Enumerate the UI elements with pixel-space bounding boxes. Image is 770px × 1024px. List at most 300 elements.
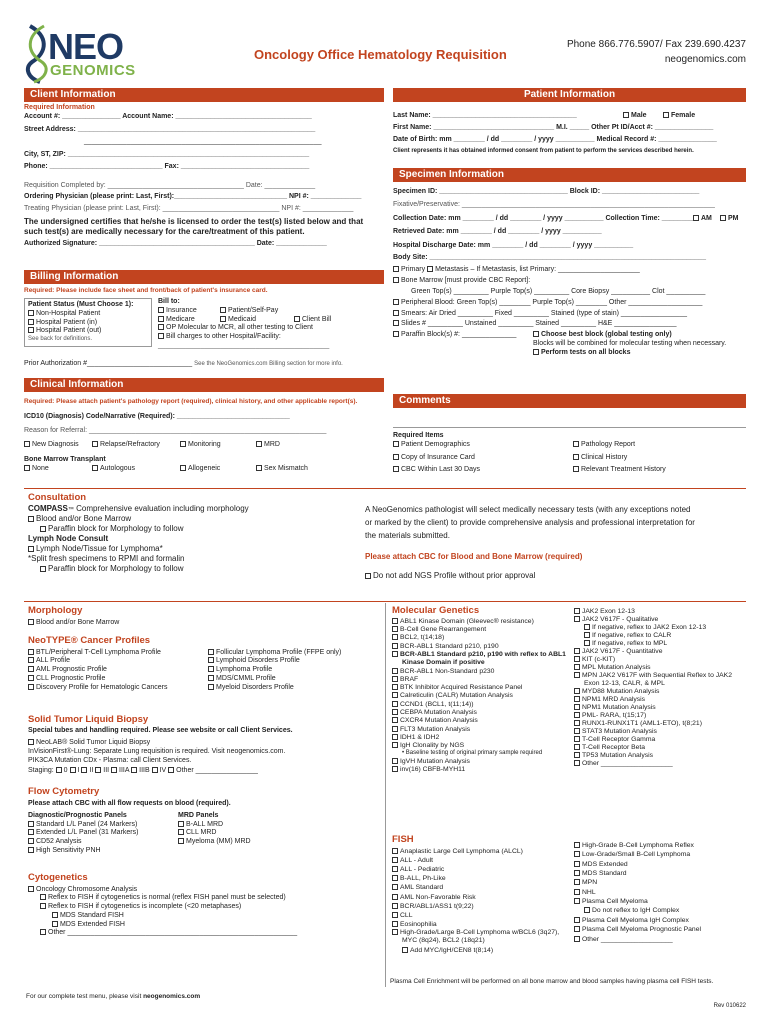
mol-braf[interactable]: BRAF: [392, 676, 574, 684]
checkbox-icon[interactable]: [663, 112, 669, 118]
mol-bcr-abl1-nonstd[interactable]: BCR-ABL1 Non-Standard p230: [392, 668, 574, 676]
checkbox-icon[interactable]: [393, 266, 399, 272]
checkbox-icon[interactable]: [392, 758, 398, 764]
diag-panels-title: Diagnostic/Prognostic Panels: [28, 811, 127, 819]
checkbox-icon[interactable]: [584, 632, 590, 638]
website: neogenomics.com: [664, 53, 746, 65]
checkbox-icon[interactable]: [40, 929, 46, 935]
bmt-allogeneic[interactable]: Allogeneic: [180, 465, 220, 474]
checkbox-icon[interactable]: [392, 875, 398, 881]
bill-other-hospital[interactable]: Bill charges to other Hospital/Facility:: [158, 333, 384, 342]
checkbox-icon[interactable]: [574, 736, 580, 742]
prior-authorization[interactable]: Prior Authorization #___________________________: [24, 360, 193, 368]
fish-pcm-igh[interactable]: Plasma Cell Myeloma IgH Complex: [574, 916, 746, 925]
checkbox-icon[interactable]: [28, 649, 34, 655]
checkbox-icon[interactable]: [40, 903, 46, 909]
bmt-none[interactable]: None: [24, 465, 49, 472]
mol-reflex-jak2[interactable]: If negative, reflex to JAK2 Exon 12-13: [574, 624, 746, 632]
checkbox-icon[interactable]: [573, 441, 579, 447]
sex-female[interactable]: Female: [663, 112, 695, 121]
flow-standard[interactable]: Standard L/L Panel (24 Markers): [28, 821, 138, 830]
checkbox-icon[interactable]: [623, 112, 629, 118]
cyto-mds-standard[interactable]: MDS Standard FISH: [28, 912, 380, 921]
time-pm[interactable]: PM: [720, 215, 739, 224]
mol-tcr-gamma[interactable]: T-Cell Receptor Gamma: [574, 736, 746, 744]
fish-nhl[interactable]: NHL: [574, 888, 746, 897]
checkbox-icon[interactable]: [52, 912, 58, 918]
street-field[interactable]: Street Address: _____________________________________________________________: [24, 125, 316, 133]
checkbox-icon[interactable]: [392, 634, 398, 640]
checkbox-icon[interactable]: [574, 842, 580, 848]
mol-tp53[interactable]: TP53 Mutation Analysis: [574, 752, 746, 760]
treating-physician[interactable]: Treating Physician (please print: Last, First): ______________________________ NPI #: _____________: [24, 205, 354, 212]
fish-mds-standard[interactable]: MDS Standard: [574, 869, 746, 878]
checkbox-icon[interactable]: [574, 760, 580, 766]
phone-field[interactable]: Phone: _____________________________ Fax: _________________________________: [24, 162, 310, 170]
mol-jak2-quant[interactable]: JAK2 V617F - Quantitative: [574, 648, 746, 656]
checkbox-icon[interactable]: [158, 307, 164, 313]
checkbox-icon[interactable]: [392, 929, 398, 935]
mol-bcell[interactable]: B-Cell Gene Rearrangement: [392, 626, 574, 634]
morph-blood-bm[interactable]: Blood and/or Bone Marrow: [28, 619, 380, 628]
checkbox-icon[interactable]: [392, 651, 398, 657]
checkbox-icon[interactable]: [220, 316, 226, 322]
phone-fax: Phone 866.776.5907/ Fax 239.690.4237: [566, 39, 746, 50]
checkbox-icon[interactable]: [392, 676, 398, 682]
checkbox-icon[interactable]: [95, 767, 101, 773]
comments-field[interactable]: [393, 408, 746, 428]
checkbox-icon[interactable]: [40, 894, 46, 900]
checkbox-icon[interactable]: [574, 728, 580, 734]
checkbox-icon[interactable]: [208, 666, 214, 672]
slides-option[interactable]: Slides # _________ Unstained _________ Stained _________ H&E ________________: [393, 320, 746, 329]
checkbox-icon[interactable]: [393, 320, 399, 326]
specimen-id-field[interactable]: Specimen ID: _________________________________ Block ID: _________________________: [393, 188, 700, 195]
mol-idh[interactable]: IDH1 & IDH2: [392, 734, 574, 742]
item-insurance[interactable]: Copy of Insurance Card: [393, 454, 475, 461]
checkbox-icon[interactable]: [574, 696, 580, 702]
mol-jak2-qual[interactable]: JAK2 V617F - Qualitative: [574, 616, 746, 624]
checkbox-icon[interactable]: [574, 648, 580, 654]
checkbox-icon[interactable]: [392, 894, 398, 900]
checkbox-icon[interactable]: [294, 316, 300, 322]
bone-marrow-option[interactable]: Bone Marrow [must provide CBC Report]:: [393, 277, 746, 286]
mol-cebpa[interactable]: CEBPA Mutation Analysis: [392, 709, 574, 717]
best-block-option[interactable]: Choose best block (global testing only): [533, 331, 672, 340]
checkbox-icon[interactable]: [208, 684, 214, 690]
checkbox-icon[interactable]: [28, 739, 34, 745]
city-field[interactable]: City, ST, ZIP: ______________________________________________________________: [24, 151, 310, 158]
morphology-title: Morphology: [28, 605, 83, 616]
checkbox-icon[interactable]: [574, 720, 580, 726]
checkbox-icon[interactable]: [393, 331, 399, 337]
neotype-all[interactable]: ALL Profile: [28, 657, 168, 666]
checkbox-icon[interactable]: [392, 884, 398, 890]
checkbox-icon[interactable]: [28, 675, 34, 681]
checkbox-icon[interactable]: [402, 947, 408, 953]
mol-npm1-mrd[interactable]: NPM1 MRD Analysis: [574, 696, 746, 704]
checkbox-icon[interactable]: [574, 664, 580, 670]
authorized-signature[interactable]: Authorized Signature: ________________________________________ Date: _____________: [24, 239, 327, 247]
checkbox-icon[interactable]: [392, 618, 398, 624]
mol-igvh[interactable]: IgVH Mutation Analysis: [392, 758, 574, 766]
mol-btk[interactable]: BTK Inhibitor Acquired Resistance Panel: [392, 684, 574, 692]
checkbox-icon[interactable]: [392, 626, 398, 632]
fish-bcr-abl1[interactable]: BCR/ABL1/ASS1 t(9;22): [392, 902, 574, 911]
checkbox-icon[interactable]: [180, 441, 186, 447]
cyto-reflex-incomplete[interactable]: Reflex to FISH if cytogenetics is incomplete (<20 metaphases): [28, 903, 380, 912]
checkbox-icon[interactable]: [28, 886, 34, 892]
checkbox-icon[interactable]: [52, 921, 58, 927]
lower-left: [28, 605, 380, 938]
checkbox-icon[interactable]: [158, 333, 164, 339]
checkbox-icon[interactable]: [392, 668, 398, 674]
bill-to-box: Bill to: Insurance Patient/Self-Pay Medicare Medicaid Client Bill OP Molecular to MCR, all other testing to Client Bill charges to other Hospital/Facility: ____________________________________________: [158, 298, 384, 351]
checkbox-icon[interactable]: [392, 643, 398, 649]
checkbox-icon[interactable]: [158, 316, 164, 322]
footer-link[interactable]: neogenomics.com: [143, 993, 201, 1000]
checkbox-icon[interactable]: [533, 349, 539, 355]
checkbox-icon[interactable]: [392, 766, 398, 772]
checkbox-icon[interactable]: [24, 441, 30, 447]
checkbox-icon[interactable]: [178, 821, 184, 827]
checkbox-icon[interactable]: [573, 454, 579, 460]
checkbox-icon[interactable]: [574, 870, 580, 876]
checkbox-icon[interactable]: [392, 903, 398, 909]
checkbox-icon[interactable]: [28, 829, 34, 835]
sex-male[interactable]: Male: [623, 112, 647, 121]
checkbox-icon[interactable]: [393, 277, 399, 283]
checkbox-icon[interactable]: [28, 838, 34, 844]
reason-new-diagnosis[interactable]: New Diagnosis: [24, 441, 79, 448]
bill-medicare[interactable]: Medicare: [158, 316, 195, 323]
checkbox-icon[interactable]: [584, 624, 590, 630]
reason-monitoring[interactable]: Monitoring: [180, 441, 221, 450]
flow-cd52[interactable]: CD52 Analysis: [28, 838, 138, 847]
checkbox-icon[interactable]: [28, 619, 34, 625]
checkbox-icon[interactable]: [152, 767, 158, 773]
peripheral-blood-option[interactable]: Peripheral Blood: Green Top(s) ________ Purple Top(s) ________ Other ___________________: [393, 299, 746, 308]
mol-calr[interactable]: Calreticulin (CALR) Mutation Analysis: [392, 692, 574, 700]
checkbox-icon[interactable]: [40, 566, 46, 572]
cyto-other[interactable]: Other ___________________________________________________________: [28, 929, 380, 938]
flow-pnh[interactable]: High Sensitivity PNH: [28, 847, 138, 856]
consult-paraffin[interactable]: Paraffin block for Morphology to follow: [28, 524, 358, 534]
checkbox-icon[interactable]: [180, 465, 186, 471]
cyto-title: Cytogenetics: [28, 871, 88, 883]
site-metastasis[interactable]: Metastasis – If Metastasis, list Primary: _____________________: [427, 266, 640, 273]
neotype-cll[interactable]: CLL Prognostic Profile: [28, 675, 168, 684]
mol-mpl[interactable]: MPL Mutation Analysis: [574, 664, 746, 672]
item-cbc[interactable]: CBC Within Last 30 Days: [393, 466, 480, 473]
checkbox-icon[interactable]: [393, 466, 399, 472]
lymph-paraffin[interactable]: Paraffin block for Morphology to follow: [28, 564, 358, 574]
mol-inv16[interactable]: inv(16) CBFB-MYH11: [392, 766, 574, 774]
checkbox-icon[interactable]: [28, 684, 34, 690]
mol-bcr-abl1-reflex[interactable]: BCR-ABL1 Standard p210, p190 with reflex to ABL1 Kinase Domain if positive: [392, 651, 574, 668]
fish-ball[interactable]: B-ALL, Ph-Like: [392, 874, 574, 883]
mol-tcr-beta[interactable]: T-Cell Receptor Beta: [574, 744, 746, 752]
checkbox-icon[interactable]: [574, 672, 580, 678]
fish-pcm-prognostic[interactable]: Plasma Cell Myeloma Prognostic Panel: [574, 925, 746, 934]
neotype-follicular[interactable]: Follicular Lymphoma Profile (FFPE only): [208, 649, 341, 658]
checkbox-icon[interactable]: [584, 907, 590, 913]
mol-reflex-mpl[interactable]: If negative, reflex to MPL: [574, 640, 746, 648]
mol-pml-rara[interactable]: PML- RARA, t(15;17): [574, 712, 746, 720]
mol-npm1[interactable]: NPM1 Mutation Analysis: [574, 704, 746, 712]
status-hospital-out[interactable]: Hospital Patient (out): [28, 327, 148, 336]
checkbox-icon[interactable]: [28, 546, 34, 552]
checkbox-icon[interactable]: [40, 526, 46, 532]
last-name-field[interactable]: Last Name: _____________________________________: [393, 112, 577, 119]
item-clinical-history[interactable]: Clinical History: [573, 454, 627, 463]
checkbox-icon[interactable]: [573, 466, 579, 472]
fish-other[interactable]: Other ___________________: [574, 935, 746, 944]
mol-kit[interactable]: KIT (c-KIT): [574, 656, 746, 664]
checkbox-icon[interactable]: [158, 324, 164, 330]
fish-low-grade[interactable]: Low-Grade/Small B-Cell Lymphoma: [574, 850, 746, 859]
fish-eosinophilia[interactable]: Eosinophilia: [392, 920, 574, 929]
site-primary[interactable]: Primary: [393, 266, 425, 273]
checkbox-icon[interactable]: [28, 847, 34, 853]
checkbox-icon[interactable]: [28, 319, 34, 325]
mol-mpn-reflex[interactable]: MPN JAK2 V617F with Sequential Reflex to JAK2 Exon 12-13, CALR, & MPL: [574, 672, 746, 688]
checkbox-icon[interactable]: [574, 616, 580, 622]
discharge-date-field[interactable]: Hospital Discharge Date: mm ________ / dd ________ / yyyy __________: [393, 242, 634, 249]
checkbox-icon[interactable]: [574, 926, 580, 932]
checkbox-icon[interactable]: [574, 889, 580, 895]
checkbox-icon[interactable]: [28, 310, 34, 316]
checkbox-icon[interactable]: [28, 327, 34, 333]
neolab-option[interactable]: NeoLAB® Solid Tumor Liquid Biopsy: [28, 739, 380, 748]
mol-bcl2[interactable]: BCL2, t(14;18): [392, 634, 574, 642]
bmt-sex-mismatch[interactable]: Sex Mismatch: [256, 465, 308, 474]
paraffin-option[interactable]: Paraffin Block(s) #: ______________: [393, 331, 516, 338]
stage-iiib[interactable]: IIIB: [131, 767, 150, 774]
bmt-autologous[interactable]: Autologous: [92, 465, 135, 474]
flow-extended[interactable]: Extended L/L Panel (31 Markers): [28, 829, 138, 838]
mol-flt3[interactable]: FLT3 Mutation Analysis: [392, 726, 574, 734]
checkbox-icon[interactable]: [392, 857, 398, 863]
mol-ccnd1[interactable]: CCND1 (BCL1, t(11;14)): [392, 701, 574, 709]
neotype-mds[interactable]: MDS/CMML Profile: [208, 675, 341, 684]
checkbox-icon[interactable]: [208, 657, 214, 663]
flow-ball-mrd[interactable]: B-ALL MRD: [178, 821, 251, 830]
checkbox-icon[interactable]: [168, 767, 174, 773]
checkbox-icon[interactable]: [393, 299, 399, 305]
perform-all-option[interactable]: Perform tests on all blocks: [393, 349, 746, 358]
mol-abl1[interactable]: ABL1 Kinase Domain (Gleevec® resistance): [392, 618, 574, 626]
neotype-discovery[interactable]: Discovery Profile for Hematologic Cancers: [28, 684, 168, 693]
checkbox-icon[interactable]: [392, 734, 398, 740]
reason-field[interactable]: Reason for Referral: _____________________________________________________________: [24, 426, 327, 434]
checkbox-icon[interactable]: [256, 441, 262, 447]
checkbox-icon[interactable]: [392, 701, 398, 707]
checkbox-icon[interactable]: [28, 821, 34, 827]
checkbox-icon[interactable]: [574, 688, 580, 694]
mol-cxcr4[interactable]: CXCR4 Mutation Analysis: [392, 717, 574, 725]
fixative-field[interactable]: Fixative/Preservative: _________________________________________________________________: [393, 200, 715, 208]
consult-blood-bm[interactable]: Blood and/or Bone Marrow: [28, 514, 358, 524]
reason-relapse[interactable]: Relapse/Refractory: [92, 441, 160, 450]
fish-high-grade[interactable]: High-Grade/Large B-Cell Lymphoma w/BCL6 (3q27), MYC (8q24), BCL2 (18q21): [392, 929, 574, 945]
checkbox-icon[interactable]: [392, 912, 398, 918]
checkbox-icon[interactable]: [392, 726, 398, 732]
checkbox-icon[interactable]: [574, 898, 580, 904]
bill-insurance[interactable]: Insurance: [158, 307, 197, 314]
fish-add-myc[interactable]: Add MYC/IgH/CEN8 t(8;14): [392, 946, 574, 955]
checkbox-icon[interactable]: [178, 838, 184, 844]
checkbox-icon[interactable]: [365, 573, 371, 579]
icd10-field[interactable]: ICD10 (Diagnosis) Code/Narrative (Required): _____________________________: [24, 413, 290, 421]
checkbox-icon[interactable]: [178, 829, 184, 835]
item-demographics[interactable]: Patient Demographics: [393, 441, 470, 448]
checkbox-icon[interactable]: [574, 712, 580, 718]
checkbox-icon[interactable]: [392, 709, 398, 715]
collection-date-field[interactable]: Collection Date: mm ________ / dd ________ / yyyy __________ Collection Time: _________: [393, 214, 697, 222]
retrieved-date-field[interactable]: Retrieved Date: mm ________ / dd ________ / yyyy __________: [393, 228, 602, 236]
checkbox-icon[interactable]: [574, 917, 580, 923]
fish-cll[interactable]: CLL: [392, 911, 574, 920]
reason-mrd[interactable]: MRD: [256, 441, 280, 450]
stage-ii[interactable]: II: [81, 767, 93, 774]
item-pathology[interactable]: Pathology Report: [573, 441, 635, 450]
checkbox-icon[interactable]: [392, 866, 398, 872]
stage-i[interactable]: I: [70, 767, 80, 774]
neotype-lymphoid[interactable]: Lymphoid Disorders Profile: [208, 657, 341, 666]
checkbox-icon[interactable]: [574, 608, 580, 614]
checkbox-icon[interactable]: [574, 752, 580, 758]
bill-client[interactable]: Client Bill: [294, 316, 331, 325]
flow-mm-mrd[interactable]: Myeloma (MM) MRD: [178, 838, 251, 847]
bill-op-molecular[interactable]: OP Molecular to MCR, all other testing to Client: [158, 324, 384, 333]
status-hospital-in[interactable]: Hospital Patient (in): [28, 319, 148, 328]
checkbox-icon[interactable]: [574, 744, 580, 750]
mol-reflex-calr[interactable]: If negative, reflex to CALR: [574, 632, 746, 640]
checkbox-icon[interactable]: [574, 936, 580, 942]
status-non-hospital[interactable]: Non-Hospital Patient: [28, 310, 148, 319]
checkbox-icon[interactable]: [693, 215, 699, 221]
checkbox-icon[interactable]: [111, 767, 117, 773]
fish-mpn[interactable]: MPN: [574, 878, 746, 887]
neotype-aml[interactable]: AML Prognostic Profile: [28, 666, 168, 675]
time-am[interactable]: AM: [693, 215, 712, 224]
checkbox-icon[interactable]: [393, 441, 399, 447]
lymph-node-tissue[interactable]: Lymph Node/Tissue for Lymphoma*: [28, 544, 358, 554]
stage-0[interactable]: 0: [56, 767, 68, 774]
mol-jak2-exon[interactable]: JAK2 Exon 12-13: [574, 608, 746, 616]
checkbox-icon[interactable]: [56, 767, 62, 773]
neotype-myeloid[interactable]: Myeloid Disorders Profile: [208, 684, 341, 693]
stage-other[interactable]: Other ________________: [168, 767, 258, 774]
checkbox-icon[interactable]: [533, 331, 539, 337]
checkbox-icon[interactable]: [92, 465, 98, 471]
cyto-mds-extended[interactable]: MDS Extended FISH: [28, 921, 380, 930]
checkbox-icon[interactable]: [574, 879, 580, 885]
bill-medicaid[interactable]: Medicaid: [220, 316, 256, 325]
fish-pcm[interactable]: Plasma Cell Myeloma: [574, 897, 746, 906]
checkbox-icon[interactable]: [70, 767, 76, 773]
checkbox-icon[interactable]: [392, 717, 398, 723]
checkbox-icon[interactable]: [392, 848, 398, 854]
checkbox-icon[interactable]: [393, 454, 399, 460]
ordering-physician[interactable]: Ordering Physician (please print: Last, First):_____________________________ NPI #: _____________: [24, 193, 362, 201]
requisition-completed[interactable]: Requisition Completed by: ___________________________________ Date: _____________: [24, 181, 316, 189]
bill-self-pay[interactable]: Patient/Self-Pay: [220, 307, 278, 316]
fish-no-reflex-igh[interactable]: Do not reflex to IgH Complex: [574, 906, 746, 915]
neotype-btl[interactable]: BTL/Peripheral T-Cell Lymphoma Profile: [28, 649, 168, 658]
account-field[interactable]: Account #: _______________ Account Name: ___________________________________: [24, 112, 312, 120]
smears-option[interactable]: Smears: Air Dried _________ Fixed _________ Stained (type of stain) _________________: [393, 310, 746, 319]
fish-hgbcl-reflex[interactable]: High-Grade B-Cell Lymphoma Reflex: [574, 841, 746, 850]
checkbox-icon[interactable]: [256, 465, 262, 471]
checkbox-icon[interactable]: [574, 656, 580, 662]
bill-to-title: Bill to:: [158, 298, 180, 306]
neotype-lymphoma[interactable]: Lymphoma Profile: [208, 666, 341, 675]
checkbox-icon[interactable]: [427, 266, 433, 272]
checkbox-icon[interactable]: [574, 851, 580, 857]
checkbox-icon[interactable]: [28, 657, 34, 663]
mol-stat3[interactable]: STAT3 Mutation Analysis: [574, 728, 746, 736]
item-treatment[interactable]: Relevant Treatment History: [573, 466, 666, 475]
mol-other[interactable]: Other ___________________: [574, 760, 746, 768]
checkbox-icon[interactable]: [220, 307, 226, 313]
checkbox-icon[interactable]: [392, 921, 398, 927]
checkbox-icon[interactable]: [584, 640, 590, 646]
stage-iv[interactable]: IV: [152, 767, 167, 774]
fish-aml-standard[interactable]: AML Standard: [392, 883, 574, 892]
body-site-field[interactable]: Body Site: _______________________________________________________________________: [393, 253, 706, 261]
checkbox-icon[interactable]: [720, 215, 726, 221]
checkbox-icon[interactable]: [208, 649, 214, 655]
checkbox-icon[interactable]: [81, 767, 87, 773]
mol-runx1[interactable]: RUNX1-RUNX1T1 (AML1-ETO), t(8;21): [574, 720, 746, 728]
fish-mds-extended[interactable]: MDS Extended: [574, 860, 746, 869]
fish-aml-nonfav[interactable]: AML Non-Favorable Risk: [392, 893, 574, 902]
checkbox-icon[interactable]: [393, 310, 399, 316]
mol-igh[interactable]: IgH Clonality by NGS: [392, 742, 574, 750]
fish-all-adult[interactable]: ALL - Adult: [392, 856, 574, 865]
dob-field[interactable]: Date of Birth: mm ________ / dd ________ / yyyy __________ Medical Record #: _______________: [393, 135, 717, 143]
mol-bcr-abl1[interactable]: BCR-ABL1 Standard p210, p190: [392, 643, 574, 651]
first-name-field[interactable]: First Name: _______________________________ M.I. _____ Other Pt ID/Acct #: _______________: [393, 123, 714, 131]
checkbox-icon[interactable]: [208, 675, 214, 681]
street-field-2[interactable]: _____________________________________________________________: [84, 138, 322, 146]
stage-iiia[interactable]: IIIA: [111, 767, 129, 774]
billing-bar: Billing Information: [24, 270, 384, 284]
checkbox-icon[interactable]: [131, 767, 137, 773]
cyto-reflex-normal[interactable]: Reflex to FISH if cytogenetics is normal (reflex FISH panel must be selected): [28, 894, 380, 903]
checkbox-icon[interactable]: [574, 861, 580, 867]
checkbox-icon[interactable]: [574, 704, 580, 710]
flow-cll-mrd[interactable]: CLL MRD: [178, 829, 251, 838]
checkbox-icon[interactable]: [92, 441, 98, 447]
checkbox-icon[interactable]: [392, 692, 398, 698]
checkbox-icon[interactable]: [392, 684, 398, 690]
checkbox-icon[interactable]: [28, 666, 34, 672]
cyto-chromosome[interactable]: Oncology Chromosome Analysis: [28, 886, 380, 895]
bm-tubes-field[interactable]: Green Top(s) _________ Purple Top(s) _________ Core Biopsy __________ Clot __________: [411, 288, 706, 295]
no-ngs-option[interactable]: Do not add NGS Profile without prior approval: [365, 571, 535, 581]
fish-all-pediatric[interactable]: ALL - Pediatric: [392, 865, 574, 874]
checkbox-icon[interactable]: [392, 742, 398, 748]
stage-iii[interactable]: III: [95, 767, 109, 774]
checkbox-icon[interactable]: [24, 465, 30, 471]
checkbox-icon[interactable]: [28, 516, 34, 522]
mol-myd88[interactable]: MYD88 Mutation Analysis: [574, 688, 746, 696]
split-note: *Split fresh specimens to RPMI and formalin: [28, 554, 185, 564]
fish-alcl[interactable]: Anaplastic Large Cell Lymphoma (ALCL): [392, 847, 574, 856]
